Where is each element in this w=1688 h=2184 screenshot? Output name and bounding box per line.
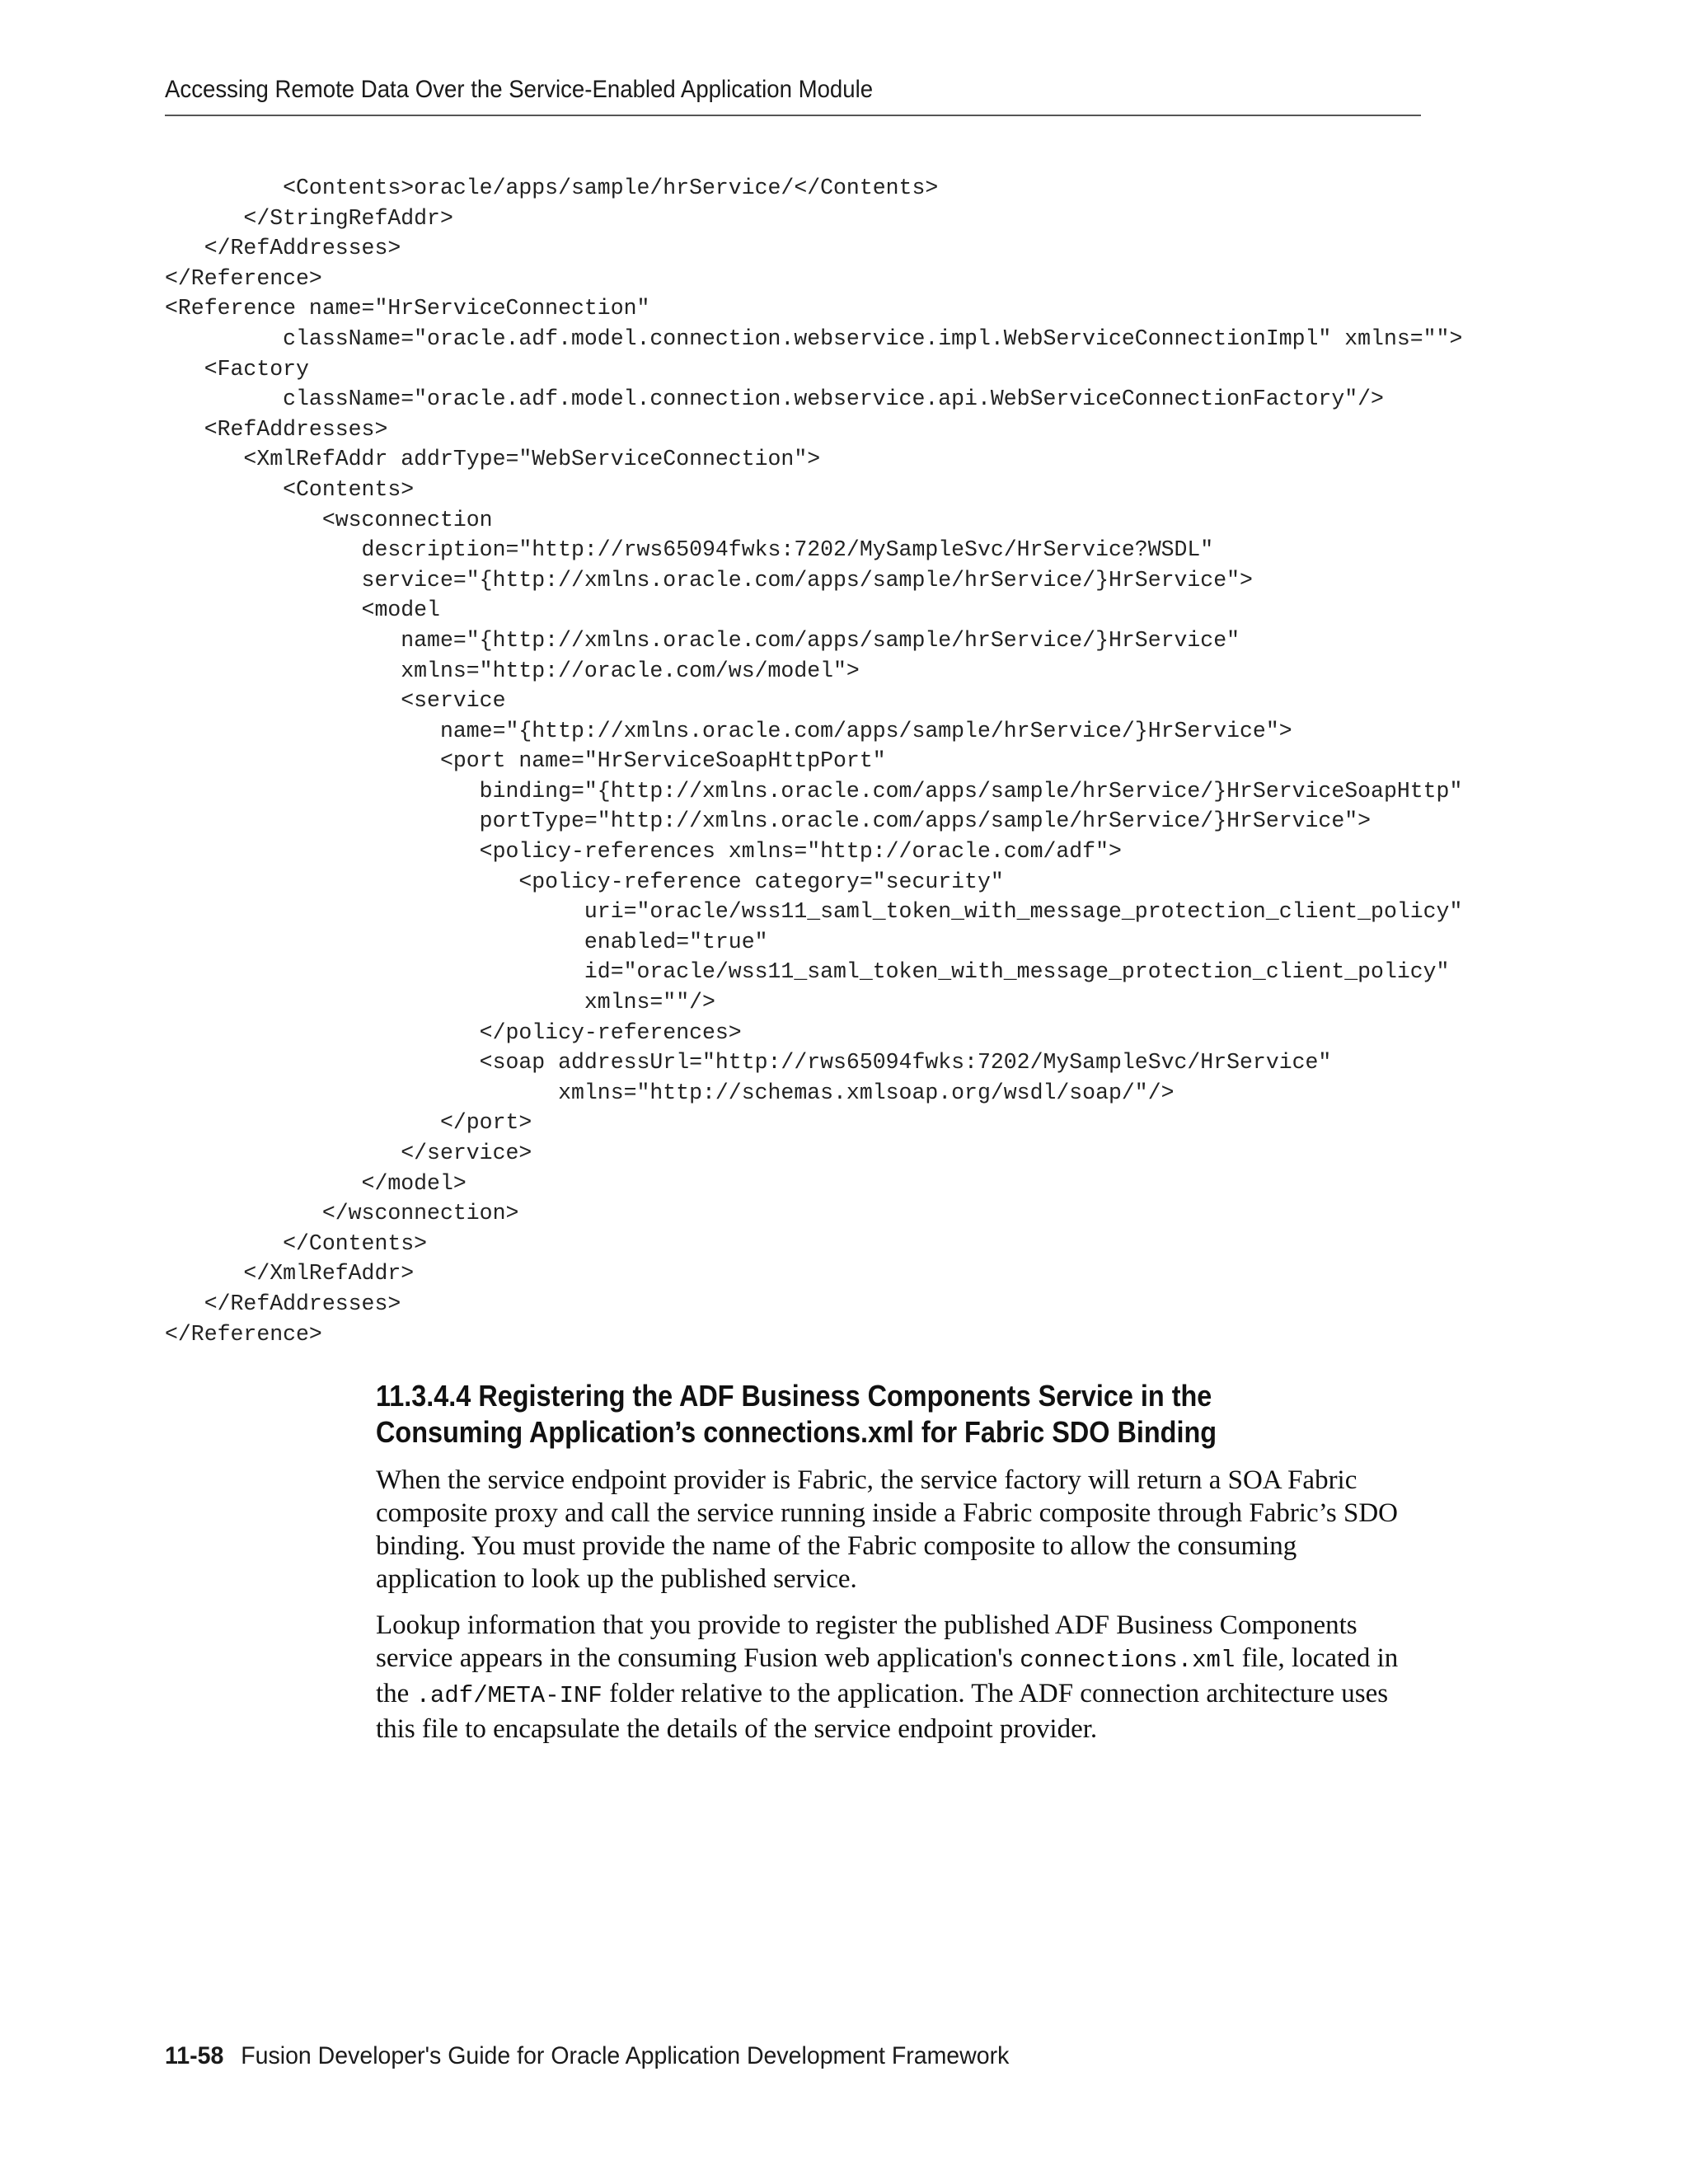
paragraph-text: file, located in the <box>376 1643 1399 1708</box>
code-line: <Contents>oracle/apps/sample/hrService/</Contents> <box>165 176 939 200</box>
code-line: binding="{http://xmlns.oracle.com/apps/sample/hrService/}HrServiceSoapHttp" <box>165 778 1463 804</box>
code-line: </XmlRefAddr> <box>165 1261 415 1286</box>
code-line: className="oracle.adf.model.connection.webservice.api.WebServiceConnectionFactory"/> <box>165 387 1384 412</box>
code-line: </StringRefAddr> <box>165 205 453 231</box>
code-line: <wsconnection <box>165 507 493 532</box>
code-line: <service <box>165 688 506 714</box>
code-line: className="oracle.adf.model.connection.webservice.impl.WebServiceConnectionImpl" xmlns=""> <box>165 326 1463 351</box>
code-line: service="{http://xmlns.oracle.com/apps/sample/hrService/}HrService"> <box>165 567 1253 593</box>
code-line: <policy-references xmlns="http://oracle.com/adf"> <box>165 839 1122 865</box>
running-header: Accessing Remote Data Over the Service-Enabled Application Module <box>165 76 874 103</box>
code-line: uri="oracle/wss11_saml_token_with_message_protection_client_policy" <box>165 899 1463 925</box>
code-line: <XmlRefAddr addrType="WebServiceConnection"> <box>165 447 821 472</box>
code-line: <soap addressUrl="http://rws65094fwks:7202/MySampleSvc/HrService" <box>165 1050 1332 1076</box>
code-line: </service> <box>165 1141 532 1165</box>
code-line: xmlns="http://oracle.com/ws/model"> <box>165 658 860 683</box>
code-line: name="{http://xmlns.oracle.com/apps/sample/hrService/}HrService"> <box>165 718 1292 743</box>
body-paragraph <box>376 1609 1421 1746</box>
code-line: </model> <box>165 1170 467 1196</box>
code-line: enabled="true" <box>165 929 768 954</box>
paragraph-text: Lookup information that you provide to register the published ADF Business Components service appears in the consuming Fusion web application's <box>376 1610 1357 1673</box>
code-line: portType="http://xmlns.oracle.com/apps/sample/hrService/}HrService"> <box>165 808 1372 834</box>
page-footer <box>165 2042 1009 2070</box>
code-line: xmlns=""/> <box>165 990 715 1015</box>
code-line: </wsconnection> <box>165 1201 519 1226</box>
inline-code-folder: .adf/META-INF <box>415 1682 603 1709</box>
code-line: <Factory <box>165 356 309 382</box>
body-paragraph: When the service endpoint provider is Fabric, the service factory will return a SOA Fabric composite proxy and call the service running inside a Fabric composite through Fabric’s SDO binding. You must provide the name of the Fabric composite to allow the consuming application to look up the published service. <box>376 1465 1398 1594</box>
code-line: id="oracle/wss11_saml_token_with_message_protection_client_policy" <box>165 959 1450 985</box>
code-line: <RefAddresses> <box>165 416 388 442</box>
code-line: </Reference> <box>165 1321 322 1347</box>
inline-code-filename: connections.xml <box>1020 1647 1236 1674</box>
code-line: <policy-reference category="security" <box>165 869 1004 894</box>
code-line: </RefAddresses> <box>165 1291 401 1316</box>
code-line: </port> <box>165 1110 532 1136</box>
code-line: </policy-references> <box>165 1019 742 1045</box>
header-rule <box>165 115 1421 116</box>
code-line: <port name="HrServiceSoapHttpPort" <box>165 748 886 774</box>
section-heading: 11.3.4.4 Registering the ADF Business Components Service in the Consuming Application’s connections.xml for Fabric SDO Binding <box>376 1379 1217 1449</box>
code-example <box>165 173 1462 1349</box>
book-title: Fusion Developer's Guide for Oracle Application Development Framework <box>241 2042 1010 2069</box>
code-line: xmlns="http://schemas.xmlsoap.org/wsdl/soap/"/> <box>165 1080 1175 1105</box>
code-line: </Reference> <box>165 265 322 291</box>
code-line: <model <box>165 598 440 623</box>
code-line: </RefAddresses> <box>165 236 401 261</box>
code-line: <Contents> <box>165 476 415 502</box>
code-line: description="http://rws65094fwks:7202/MySampleSvc/HrService?WSDL" <box>165 537 1214 563</box>
code-line: name="{http://xmlns.oracle.com/apps/sample/hrService/}HrService" <box>165 627 1240 653</box>
code-line: </Contents> <box>165 1230 428 1256</box>
page-number: 11-58 <box>165 2042 224 2069</box>
code-line: <Reference name="HrServiceConnection" <box>165 296 650 321</box>
paragraph-text: folder relative to the application. The ADF connection architecture uses this file to encapsulate the details of the service endpoint provider. <box>376 1679 1389 1744</box>
